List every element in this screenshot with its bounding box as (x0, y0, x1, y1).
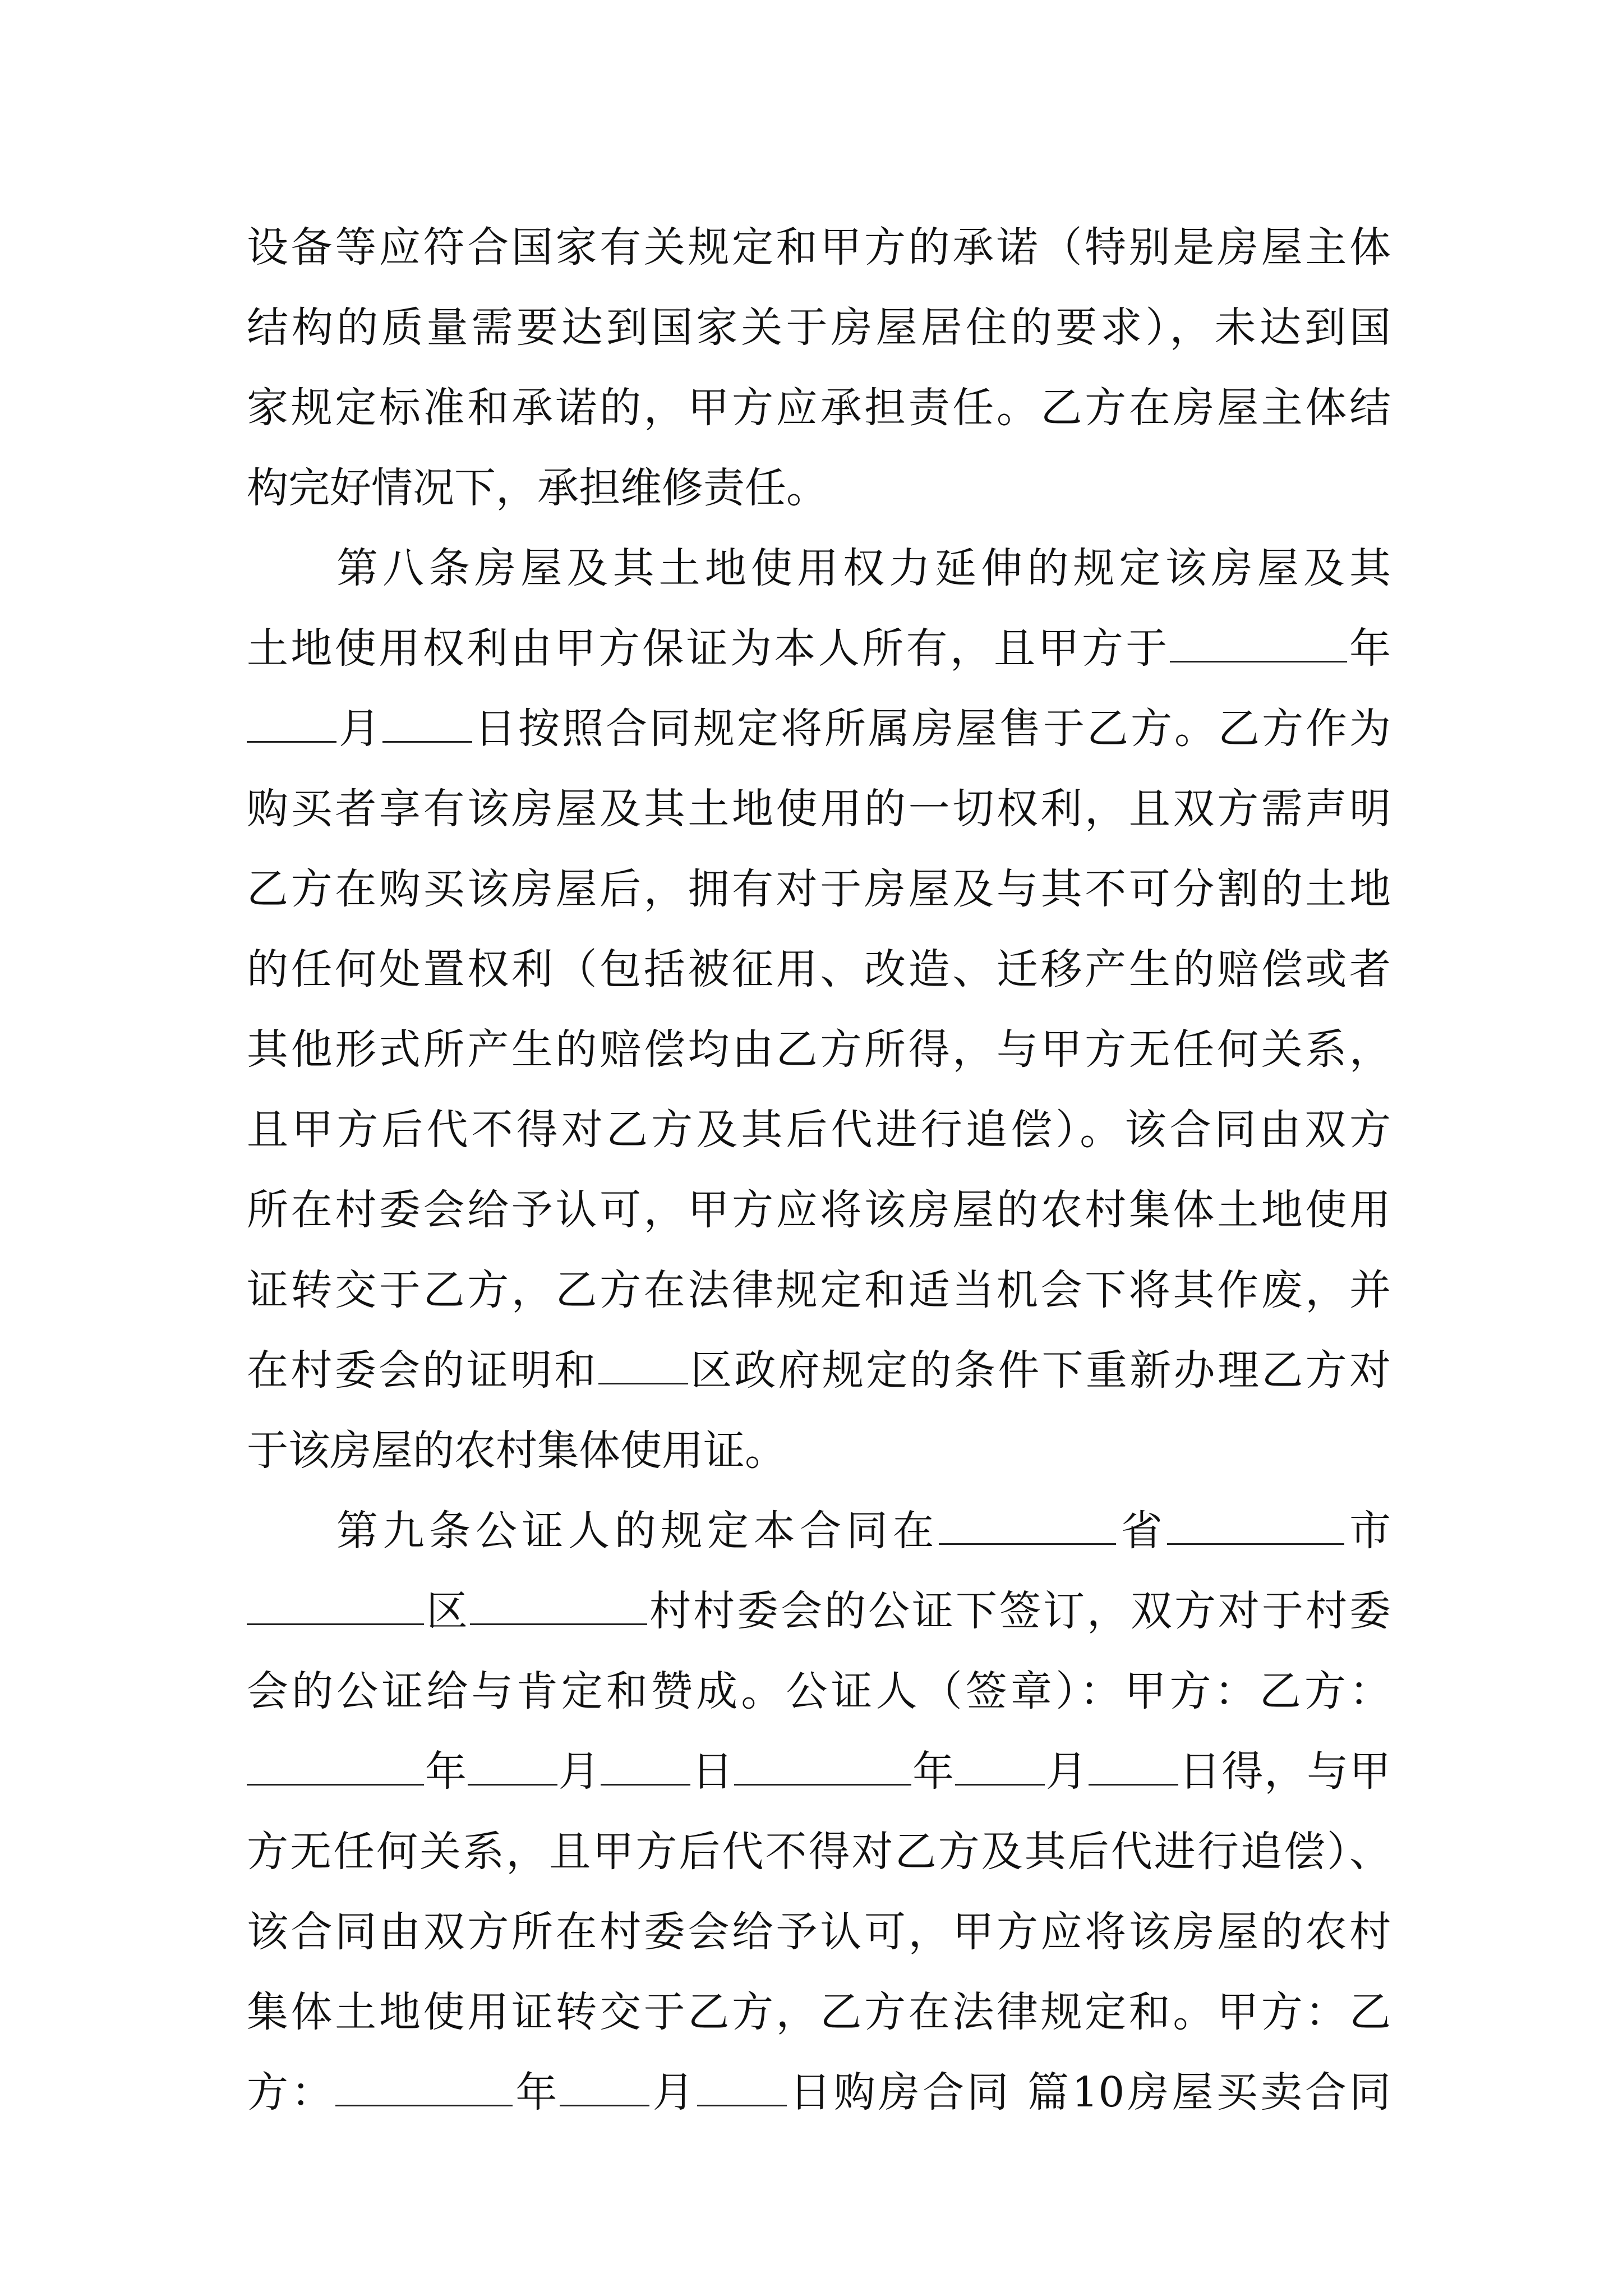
blank-underline (1167, 1511, 1344, 1545)
contract-body-text (247, 208, 1391, 2133)
text-line (247, 2053, 1391, 2133)
text-segment: 所在村委会给予认可，甲方应将该房屋的农村集体土地使用 (247, 1186, 1391, 1234)
text-segment: 的任何处置权利（包括被征用、改造、迁移产生的赔偿或者 (247, 945, 1391, 993)
text-segment: 市 (1344, 1507, 1391, 1555)
blank-underline (247, 708, 336, 743)
text-segment: 其他形式所产生的赔偿均由乙方所得，与甲方无任何关系， (247, 1025, 1391, 1074)
text-line (247, 1090, 1391, 1170)
text-segment: 区政府规定的条件下重新办理乙方对 (688, 1346, 1391, 1395)
text-line (247, 930, 1391, 1010)
blank-underline (1170, 628, 1347, 662)
text-segment: 区 (424, 1587, 470, 1635)
text-segment: 省 (1116, 1507, 1168, 1555)
text-line (247, 1732, 1391, 1812)
blank-underline (598, 1350, 688, 1384)
text-segment: 且甲方后代不得对乙方及其后代进行追偿）。该合同由双方 (247, 1106, 1391, 1154)
text-segment: 在村委会的证明和 (247, 1346, 598, 1395)
text-segment: 日购房合同 篇10房屋买卖合同 (786, 2068, 1391, 2116)
text-line (247, 1812, 1391, 1892)
text-segment: 集体土地使用证转交于乙方，乙方在法律规定和。甲方：乙 (247, 1988, 1391, 2036)
blank-underline (247, 1591, 424, 1625)
text-segment: 日按照合同规定将所属房屋售于乙方。乙方作为 (472, 705, 1391, 753)
text-line (247, 448, 1391, 528)
blank-underline (1089, 1751, 1178, 1786)
blank-underline (470, 1591, 647, 1625)
blank-underline (697, 2072, 787, 2106)
text-segment: 方： (247, 2068, 336, 2116)
text-line (247, 208, 1391, 288)
text-segment: 日 (690, 1747, 735, 1796)
blank-underline (335, 2072, 513, 2106)
text-segment: 第八条房屋及其土地使用权力延伸的规定该房屋及其 (336, 544, 1391, 592)
text-line (247, 368, 1391, 448)
text-segment: 家规定标准和承诺的，甲方应承担责任。乙方在房屋主体结 (247, 384, 1391, 432)
text-segment: 日得，与甲 (1178, 1747, 1391, 1796)
text-segment: 乙方在购买该房屋后，拥有对于房屋及与其不可分割的土地 (247, 865, 1391, 913)
text-line (247, 769, 1391, 849)
text-segment: 该合同由双方所在村委会给予认可，甲方应将该房屋的农村 (247, 1908, 1391, 1956)
text-segment: 月 (1044, 1747, 1089, 1796)
blank-underline (247, 1751, 424, 1786)
text-line (247, 1411, 1391, 1491)
text-segment: 年 (911, 1747, 955, 1796)
text-segment: 会的公证给与肯定和赞成。公证人（签章）：甲方：乙方： (247, 1667, 1391, 1715)
text-segment: 村村委会的公证下签订，双方对于村委 (647, 1587, 1391, 1635)
text-line (247, 1170, 1391, 1250)
text-segment: 年 (424, 1747, 468, 1796)
blank-underline (939, 1511, 1116, 1545)
blank-underline (382, 708, 472, 743)
text-line (247, 609, 1391, 689)
text-line (247, 288, 1391, 368)
text-line (247, 1331, 1391, 1411)
text-line (247, 1250, 1391, 1331)
text-segment: 结构的质量需要达到国家关于房屋居住的要求），未达到国 (247, 303, 1391, 352)
blank-underline (955, 1751, 1045, 1786)
blank-underline (601, 1751, 690, 1786)
text-line (247, 1892, 1391, 1972)
text-line (247, 1571, 1391, 1651)
text-line (247, 1010, 1391, 1090)
text-segment: 设备等应符合国家有关规定和甲方的承诺（特别是房屋主体 (247, 223, 1391, 272)
text-line (247, 689, 1391, 769)
blank-underline (468, 1751, 557, 1786)
text-line (247, 1651, 1391, 1732)
text-segment: 月 (336, 705, 382, 753)
text-segment: 月 (649, 2068, 697, 2116)
text-segment: 第九条公证人的规定本合同在 (336, 1507, 939, 1555)
text-segment: 月 (557, 1747, 601, 1796)
text-segment: 年 (513, 2068, 560, 2116)
text-segment: 购买者享有该房屋及其土地使用的一切权利，且双方需声明 (247, 785, 1391, 833)
text-line (247, 1972, 1391, 2053)
text-segment: 于该房屋的农村集体使用证。 (247, 1427, 786, 1475)
text-segment: 方无任何关系，且甲方后代不得对乙方及其后代进行追偿）、 (247, 1828, 1391, 1876)
text-line (247, 849, 1391, 930)
text-segment: 证转交于乙方，乙方在法律规定和适当机会下将其作废，并 (247, 1266, 1391, 1314)
blank-underline (734, 1751, 911, 1786)
text-segment: 土地使用权利由甲方保证为本人所有，且甲方于 (247, 624, 1170, 673)
text-segment: 构完好情况下，承担维修责任。 (247, 464, 828, 512)
blank-underline (560, 2072, 649, 2106)
text-line (247, 528, 1391, 609)
text-segment: 年 (1347, 624, 1391, 673)
text-line (247, 1491, 1391, 1571)
